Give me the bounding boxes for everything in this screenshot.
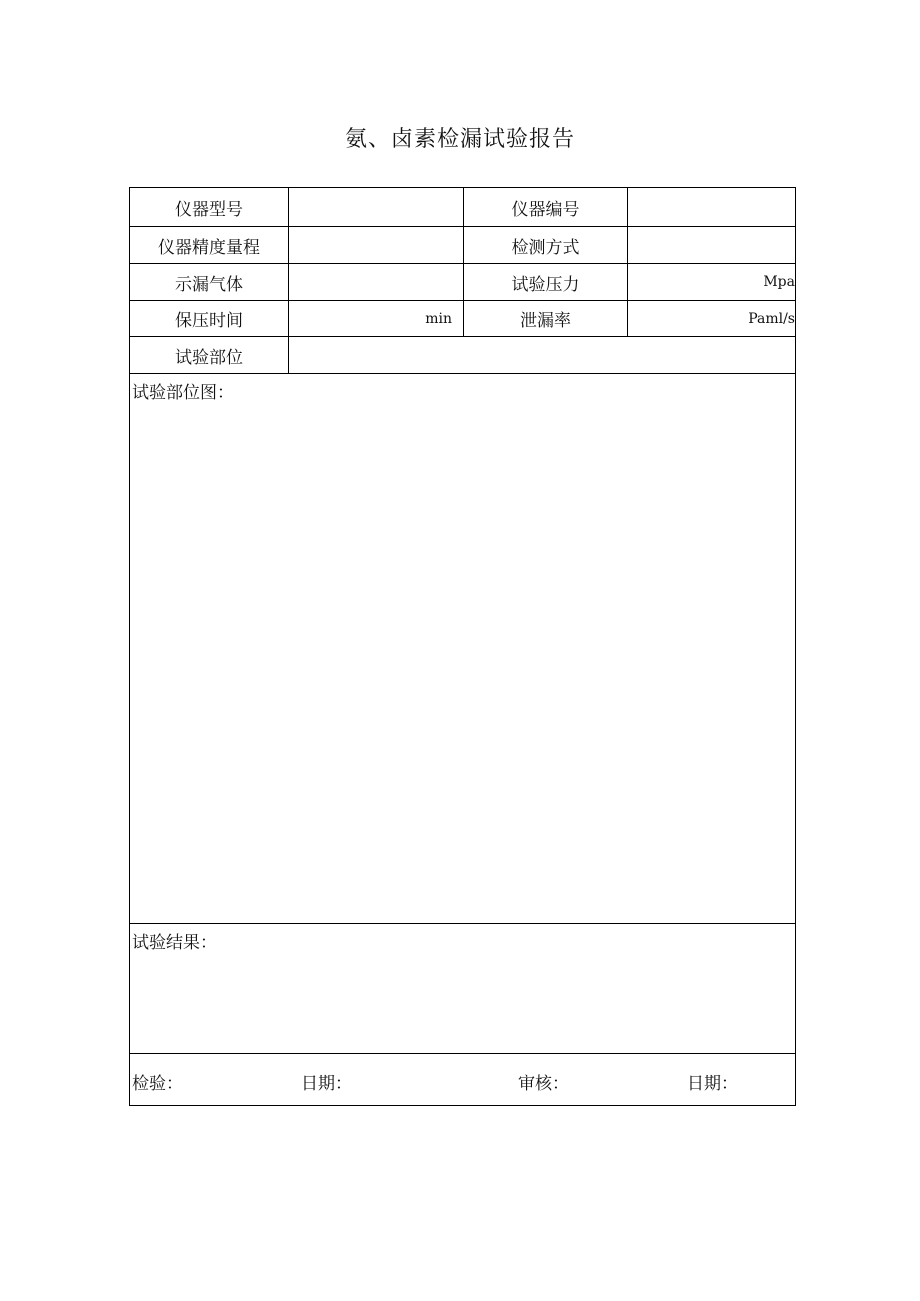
test-result-area[interactable] [130,924,795,1053]
tracer-gas-label: 示漏气体 [175,274,243,295]
tracer-gas-value[interactable] [289,264,452,300]
test-location-value[interactable] [289,337,795,373]
instrument-number-label: 仪器编号 [511,199,580,220]
instrument-precision-range-value[interactable] [289,227,452,263]
instrument-model-value[interactable] [289,188,452,226]
test-location-diagram-label: 试验部位图： [132,383,234,403]
leak-rate-label: 泄漏率 [520,311,571,331]
report-form [129,187,796,1106]
test-location-label: 试验部位 [175,347,243,368]
test-pressure-label: 试验压力 [511,274,580,295]
holding-time-label: 保压时间 [175,311,243,331]
instrument-model-label: 仪器型号 [175,199,243,220]
detection-method-value[interactable] [628,227,795,263]
holding-time-unit[interactable]: min [425,310,452,327]
page-title: 氨、卤素检漏试验报告 [344,127,575,152]
instrument-precision-range-label: 仪器精度量程 [158,237,260,258]
row-divider [130,1053,795,1054]
instrument-number-value[interactable] [628,188,795,226]
inspector-label: 检验： [132,1074,183,1094]
inspection-date-label: 日期： [301,1074,352,1094]
review-date-label: 日期： [687,1074,738,1094]
reviewer-label: 审核： [518,1074,569,1094]
test-pressure-unit[interactable]: Mpa [763,274,795,290]
detection-method-label: 检测方式 [511,237,580,258]
test-location-diagram-area[interactable] [130,374,795,923]
leak-rate-unit[interactable]: Paml/s [748,310,795,327]
test-result-label: 试验结果： [132,933,217,953]
